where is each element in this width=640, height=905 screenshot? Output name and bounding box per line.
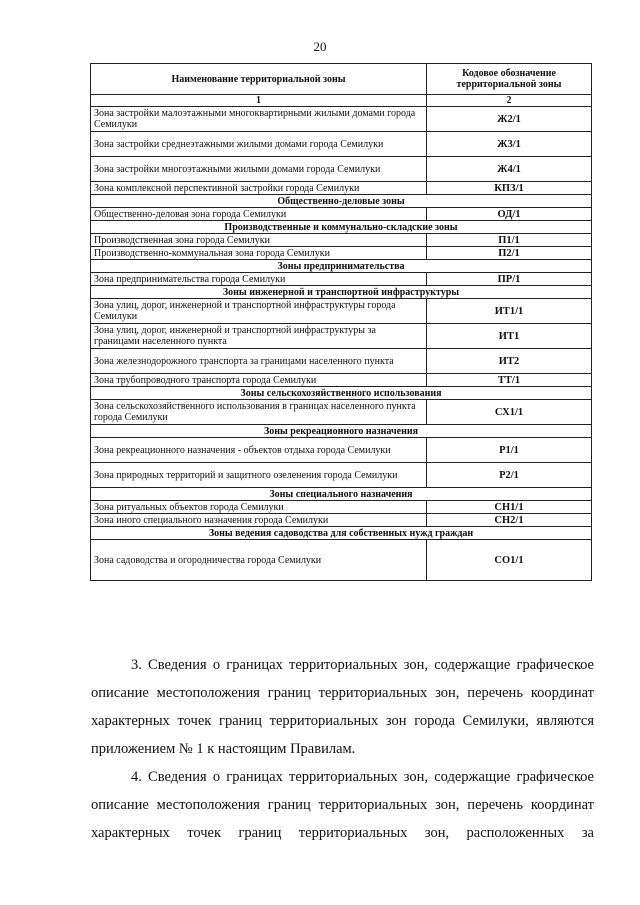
zone-name: Зона предпринимательства города Семилуки bbox=[91, 273, 427, 286]
zone-name: Зона комплексной перспективной застройки города Семилуки bbox=[91, 182, 427, 195]
zone-group-row bbox=[91, 221, 592, 234]
zone-name: Общественно-деловая зона города Семилуки bbox=[91, 208, 427, 221]
column-index-2: 2 bbox=[427, 95, 592, 107]
zone-name: Зона улиц, дорог, инженерной и транспортной инфраструктуры города Семилуки bbox=[91, 299, 427, 324]
zone-name: Зона улиц, дорог, инженерной и транспортной инфраструктуры за границами населенного пункта bbox=[91, 324, 427, 349]
zone-row bbox=[91, 514, 592, 527]
zone-name: Зона трубопроводного транспорта города Семилуки bbox=[91, 374, 427, 387]
zone-row bbox=[91, 374, 592, 387]
zone-group-title: Зоны сельскохозяйственного использования bbox=[91, 387, 592, 400]
territorial-zones-table bbox=[90, 63, 592, 581]
zone-row bbox=[91, 400, 592, 425]
zone-row bbox=[91, 540, 592, 581]
zone-row bbox=[91, 349, 592, 374]
zone-name: Зона природных территорий и защитного озеленения города Семилуки bbox=[91, 463, 427, 488]
paragraph-4-text: 4. Сведения о границах территориальных зон, содержащие графическое описание местоположения границ территориальных зон, перечень координат характерных точек границ территориальных зон, расположенных за bbox=[91, 769, 594, 841]
zone-group-title: Зоны инженерной и транспортной инфраструктуры bbox=[91, 286, 592, 299]
zone-code: Ж2/1 bbox=[427, 107, 592, 132]
zone-name: Зона сельскохозяйственного использования в границах населенного пункта города Семилуки bbox=[91, 400, 427, 425]
zone-name: Зона застройки малоэтажными многоквартирными жилыми домами города Семилуки bbox=[91, 107, 427, 132]
zone-group-row bbox=[91, 488, 592, 501]
zone-group-row bbox=[91, 387, 592, 400]
zone-row bbox=[91, 273, 592, 286]
zone-group-title: Зоны предпринимательства bbox=[91, 260, 592, 273]
zone-name: Зона застройки многоэтажными жилыми домами города Семилуки bbox=[91, 157, 427, 182]
zone-code: Р2/1 bbox=[427, 463, 592, 488]
zone-row bbox=[91, 132, 592, 157]
zone-row bbox=[91, 463, 592, 488]
zone-name: Зона застройки среднеэтажными жилыми домами города Семилуки bbox=[91, 132, 427, 157]
header-zone-name: Наименование территориальной зоны bbox=[91, 64, 427, 95]
zone-name: Производственно-коммунальная зона города Семилуки bbox=[91, 247, 427, 260]
zone-name: Зона иного специального назначения города Семилуки bbox=[91, 514, 427, 527]
zone-code: ИТ1 bbox=[427, 324, 592, 349]
zone-code: ТТ/1 bbox=[427, 374, 592, 387]
page-number: 20 bbox=[313, 39, 327, 54]
zone-row bbox=[91, 324, 592, 349]
zone-row bbox=[91, 182, 592, 195]
column-index-row bbox=[91, 95, 592, 107]
header-zone-code: Кодовое обозначение территориальной зоны bbox=[427, 64, 592, 95]
zone-code: П2/1 bbox=[427, 247, 592, 260]
zone-name: Зона ритуальных объектов города Семилуки bbox=[91, 501, 427, 514]
zone-group-row bbox=[91, 195, 592, 208]
zone-code: Ж3/1 bbox=[427, 132, 592, 157]
zone-code: ОД/1 bbox=[427, 208, 592, 221]
paragraph-3-text: 3. Сведения о границах территориальных зон, содержащие графическое описание местоположения границ территориальных зон, перечень координат характерных точек границ территориальных зон города Семилуки, являются приложением № 1 к настоящим Правилам. bbox=[91, 657, 594, 757]
zone-row bbox=[91, 234, 592, 247]
table-header-row bbox=[91, 64, 592, 95]
zone-code: Ж4/1 bbox=[427, 157, 592, 182]
zone-group-title: Общественно-деловые зоны bbox=[91, 195, 592, 208]
zone-code: П1/1 bbox=[427, 234, 592, 247]
paragraph-3 bbox=[91, 651, 594, 763]
zone-row bbox=[91, 299, 592, 324]
zone-group-title: Зоны ведения садоводства для собственных нужд граждан bbox=[91, 527, 592, 540]
zone-code: СН2/1 bbox=[427, 514, 592, 527]
zone-code: КПЗ/1 bbox=[427, 182, 592, 195]
zone-row bbox=[91, 247, 592, 260]
zone-group-title: Производственные и коммунально-складские зоны bbox=[91, 221, 592, 234]
zone-row bbox=[91, 157, 592, 182]
zone-group-row bbox=[91, 425, 592, 438]
column-index-1: 1 bbox=[91, 95, 427, 107]
zone-name: Зона рекреационного назначения - объектов отдыха города Семилуки bbox=[91, 438, 427, 463]
zone-code: ПР/1 bbox=[427, 273, 592, 286]
zone-code: СН1/1 bbox=[427, 501, 592, 514]
zone-name: Зона железнодорожного транспорта за границами населенного пункта bbox=[91, 349, 427, 374]
zone-name: Зона садоводства и огородничества города Семилуки bbox=[91, 540, 427, 581]
zone-row bbox=[91, 208, 592, 221]
zone-row bbox=[91, 438, 592, 463]
zone-group-title: Зоны рекреационного назначения bbox=[91, 425, 592, 438]
zone-code: СО1/1 bbox=[427, 540, 592, 581]
zone-group-row bbox=[91, 286, 592, 299]
zone-group-row bbox=[91, 260, 592, 273]
zone-code: ИТ1/1 bbox=[427, 299, 592, 324]
zone-group-row bbox=[91, 527, 592, 540]
zone-group-title: Зоны специального назначения bbox=[91, 488, 592, 501]
zone-code: СХ1/1 bbox=[427, 400, 592, 425]
zone-row bbox=[91, 501, 592, 514]
zone-name: Производственная зона города Семилуки bbox=[91, 234, 427, 247]
zone-code: ИТ2 bbox=[427, 349, 592, 374]
paragraph-4 bbox=[91, 763, 594, 847]
zone-row bbox=[91, 107, 592, 132]
zone-code: Р1/1 bbox=[427, 438, 592, 463]
